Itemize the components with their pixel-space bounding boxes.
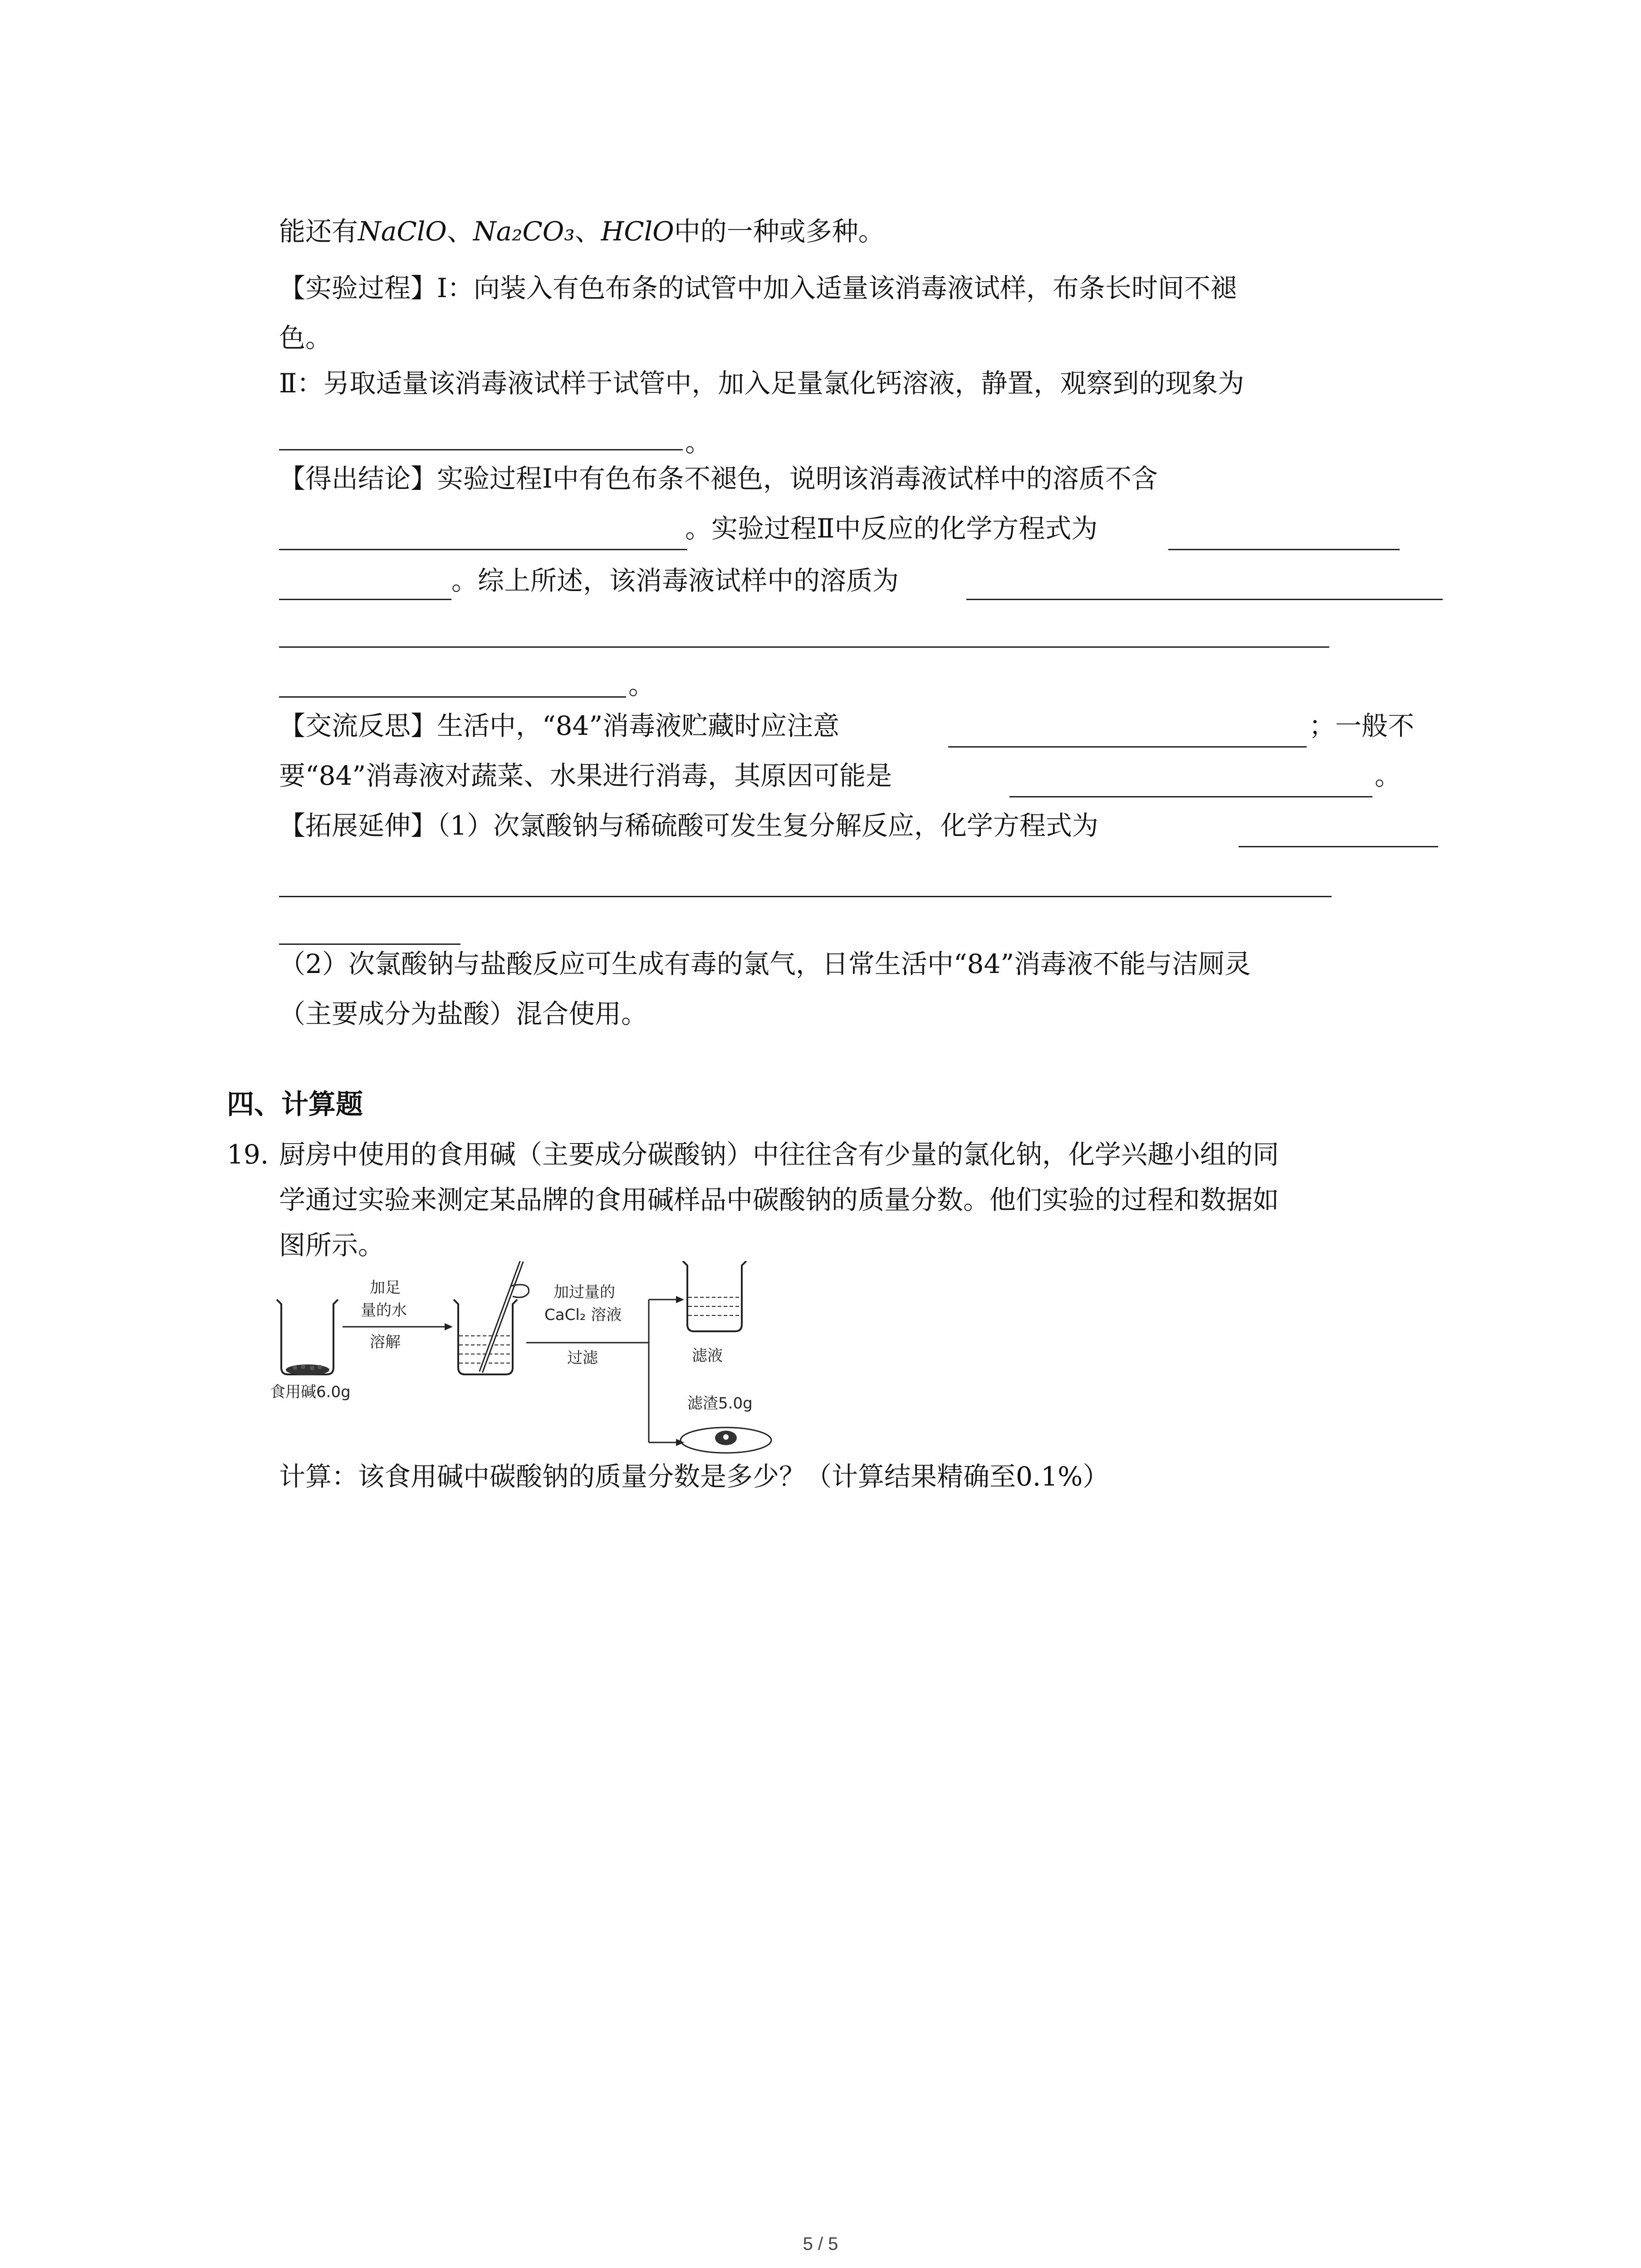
line-extension-2: （2）次氯酸钠与盐酸反应可生成有毒的氯气，日常生活中“84”消毒液不能与洁厕灵	[279, 948, 1251, 979]
line-1	[279, 213, 885, 249]
question-line-2: 学通过实验来测定某品牌的食用碱样品中碳酸钠的质量分数。他们实验的过程和数据如	[279, 1184, 1279, 1215]
answer-blank-phenomenon[interactable]	[279, 449, 683, 450]
sample-label: 食用碱6.0g	[270, 1383, 351, 1401]
answer-blank-storage[interactable]	[948, 746, 1307, 748]
beaker-filtrate-icon	[683, 1261, 746, 1331]
answer-blank-equation-2-end[interactable]	[279, 943, 460, 945]
line-reflection-c: 要“84”消毒液对蔬菜、水果进行消毒，其原因可能是	[279, 760, 892, 791]
line-reflection-end: 。	[1375, 760, 1401, 791]
answer-blank-solute-end[interactable]	[279, 696, 626, 698]
beaker-solution-icon	[454, 1261, 529, 1374]
text: 中的一种或多种。	[674, 216, 885, 247]
line-10-end: 。	[628, 670, 655, 700]
line-experiment-1: 【实验过程】Ⅰ：向装入有色布条的试管中加入适量该消毒液试样，布条长时间不褪	[279, 273, 1237, 303]
answer-blank-equation-2-cont[interactable]	[279, 896, 1332, 897]
line-experiment-2: Ⅱ：另取适量该消毒液试样于试管中，加入足量氯化钙溶液，静置，观察到的现象为	[279, 368, 1244, 399]
line-extension-2-cont: （主要成分为盐酸）混合使用。	[279, 998, 648, 1029]
answer-blank-solute-cont[interactable]	[279, 646, 1329, 648]
answer-blank-equation-2[interactable]	[1239, 846, 1438, 847]
answer-blank-not-contained[interactable]	[279, 549, 687, 550]
text: 能还有	[279, 216, 358, 247]
beaker-sample-icon	[277, 1300, 338, 1375]
filter-paper-residue-icon	[681, 1427, 771, 1453]
residue-label: 滤渣5.0g	[687, 1394, 753, 1413]
question-number: 19.	[227, 1139, 269, 1170]
formula-naclo: NaClO	[358, 216, 447, 247]
section-heading-calculation: 四、计算题	[227, 1089, 363, 1120]
page-number: 5 / 5	[803, 2234, 838, 2254]
answer-blank-reason[interactable]	[1009, 796, 1372, 797]
step1-label-2: 量的水	[361, 1301, 407, 1320]
branch-arrow-icon	[649, 1296, 684, 1446]
calculation-prompt: 计算：该食用碱中碳酸钠的质量分数是多少？（计算结果精确至0.1%）	[279, 1461, 1109, 1492]
separator: 、	[446, 216, 473, 247]
question-line-3: 图所示。	[279, 1230, 385, 1261]
filtrate-label: 滤液	[692, 1347, 723, 1365]
line-8-text: 。综上所述，该消毒液试样中的溶质为	[451, 565, 899, 596]
answer-blank-equation-1-cont[interactable]	[279, 599, 451, 600]
line-5-end: 。	[685, 427, 712, 458]
step2-label-2: CaCl₂ 溶液	[544, 1306, 622, 1324]
answer-blank-solute[interactable]	[966, 599, 1443, 600]
formula-na2co3: Na₂CO₃	[473, 216, 575, 247]
line-reflection-a: 【交流反思】生活中，“84”消毒液贮藏时应注意	[279, 710, 840, 741]
line-extension-1: 【拓展延伸】（1）次氯酸钠与稀硫酸可发生复分解反应，化学方程式为	[279, 810, 1098, 841]
step2-label-3: 过滤	[567, 1349, 598, 1367]
line-reflection-b: ；一般不	[1309, 710, 1415, 741]
line-conclusion: 【得出结论】实验过程Ⅰ中有色布条不褪色，说明该消毒液试样中的溶质不含	[279, 463, 1158, 494]
step1-label-3: 溶解	[370, 1333, 401, 1351]
formula-hclo: HClO	[601, 216, 674, 247]
step2-label-1: 加过量的	[554, 1283, 615, 1301]
experiment-flow-diagram	[268, 1261, 857, 1479]
arrow-icon	[343, 1323, 453, 1330]
line-7-text: 。实验过程Ⅱ中反应的化学方程式为	[685, 513, 1098, 544]
separator: 、	[574, 216, 601, 247]
line-experiment-1-cont: 色。	[279, 323, 332, 353]
question-line-1: 厨房中使用的食用碱（主要成分碳酸钠）中往往含有少量的氯化钠，化学兴趣小组的同	[279, 1139, 1279, 1170]
answer-blank-equation-1[interactable]	[1168, 549, 1400, 550]
step1-label-1: 加足	[370, 1279, 401, 1297]
